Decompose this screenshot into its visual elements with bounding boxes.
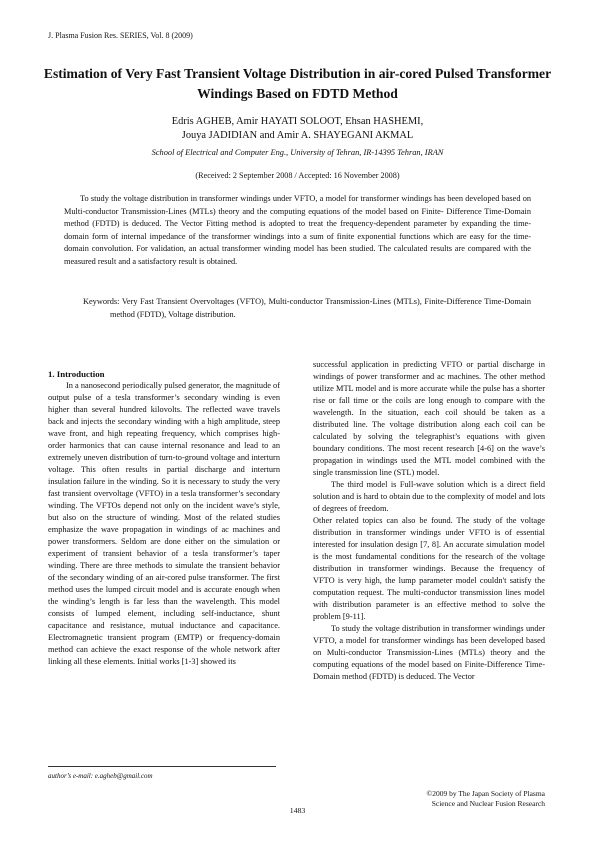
footnote-divider [48,766,276,767]
copyright-line-2: Science and Nuclear Fusion Research [431,799,545,808]
body-paragraph: successful application in predicting VFTO or partial discharge in windings of power transformer and ac machines. The other method utilize MTL model and is more accurate while the pulse has a shorter rise or fall time or the coils are long enough to compare with the wavelength. In the situation, each coil should be taken as a distributed line. The voltage distribution along each coil can be calculated by solving the telegraphist’s equations with given boundary conditions. The most recent research [4-6] on the wave’s propagation in windings used the MTL model combined with the single transmission line (STL) model. [313,360,545,478]
authors [40,115,555,143]
received-dates: (Received: 2 September 2008 / Accepted: 16 November 2008) [195,171,400,180]
left-column [48,368,280,668]
section-heading-introduction: 1. Introduction [48,369,105,379]
journal-header: J. Plasma Fusion Res. SERIES, Vol. 8 (2009) [48,31,193,40]
paper-title: Estimation of Very Fast Transient Voltage Distribution in air-cored Pulsed Transformer Windings Based on FDTD Method [43,66,552,101]
body-paragraph: In a nanosecond periodically pulsed generator, the magnitude of output pulse of a tesla transformer’s secondary winding is even higher than several hundred kilovolts. The reflected wave travels back and injects the secondary winding with a high amplitude, steep wave front, and high repeating frequency, which comprises high-order harmonics that can cause internal resonance and lead to an extremely uneven distribution of turn-to-ground voltage and interturn voltage. This often results in partial discharge and interturn insulation failure in the winding. So it is necessary to study the very fast transient overvoltage (VFTO) in a tesla transformer’s secondary winding. The VFTOs depend not only on the incident wave’s style, but also on the structure of winding. Most of the related studies emphasize the wave propagation in windings of ac machines and power transformers. Seldom are done either on the simulation or experiment of transient behavior of a tesla transformer’s taper winding. There are three methods to simulate the transient behavior of the secondary winding of an air-cored pulse transformer. The first method uses the lumped circuit model and is accurate enough when the winding’s length is far less than the wavelength. This model consists of lumped element, including self-inductance, shunt capacitance and resistance, mutual inductance and capacitance. Electromagnetic transient program (EMTP) or frequency-domain method can achieve the exact response of the whole network after linking all these elements. Initial works [1-3] showed its [48,381,280,667]
authors-line-2: Jouya JADIDIAN and Amir A. SHAYEGANI AKMAL [181,130,414,141]
body-paragraph: Other related topics can also be found. The study of the voltage distribution in transformer windings under VFTO is of essential interested for insulation design [7, 8]. An accurate simulation model is the most fundamental conditions for the research of the voltage distribution in transformer windings. Because the frequency of VFTO is very high, the lump parameter model couldn't satisfy the computation request. The multi-conductor transmission lines model with distribution parameter is an effective method to solve the problem [9-11]. [313,516,545,622]
page-number: 1483 [289,806,306,815]
body-paragraph: To study the voltage distribution in transformer windings under VFTO, a model for transformer windings has been developed based on Multi-conductor Transmission-Lines (MTLs) theory and the computing equations of the model based on Finite-Difference Time-Domain method (FDTD) is deduced. The Vector [313,624,545,682]
keywords: Keywords: Very Fast Transient Overvoltages (VFTO), Multi-conductor Transmission-Lines (MTLs), Finite-Difference Time-Domain method (FDTD), Voltage distribution. [83,297,531,319]
right-column [313,359,545,683]
authors-line-1: Edris AGHEB, Amir HAYATI SOLOOT, Ehsan HASHEMI, [171,116,424,127]
author-email-footnote: author’s e-mail: e.agheb@gmail.com [48,772,153,780]
abstract: To study the voltage distribution in transformer windings under VFTO, a model for transformer windings has been developed based on Multi-conductor Transmission-Lines (MTLs) theory and the computing equations of the model based on Finite- Difference Time-Domain method (FDTD) is deduced. The Vector Fitting method is adopted to treat the frequency-dependent parameter by expanding the time-domain form of internal impedance of the transformer windings into a sum of finite exponential functions which are easy for the time-domain convolution. For validation, an actual transformer winding model has been studied. The calculated results are compared with the measured result and a satisfactory result is obtained. [64,194,531,266]
affiliation: School of Electrical and Computer Eng., University of Tehran, IR-14395 Tehran, IRAN [151,148,444,157]
body-paragraph: The third model is Full-wave solution which is a direct field solution and is hard to obtain due to the complexity of model and lots of degrees of freedom. [313,480,545,514]
copyright-line-1: ©2009 by The Japan Society of Plasma [426,789,545,798]
